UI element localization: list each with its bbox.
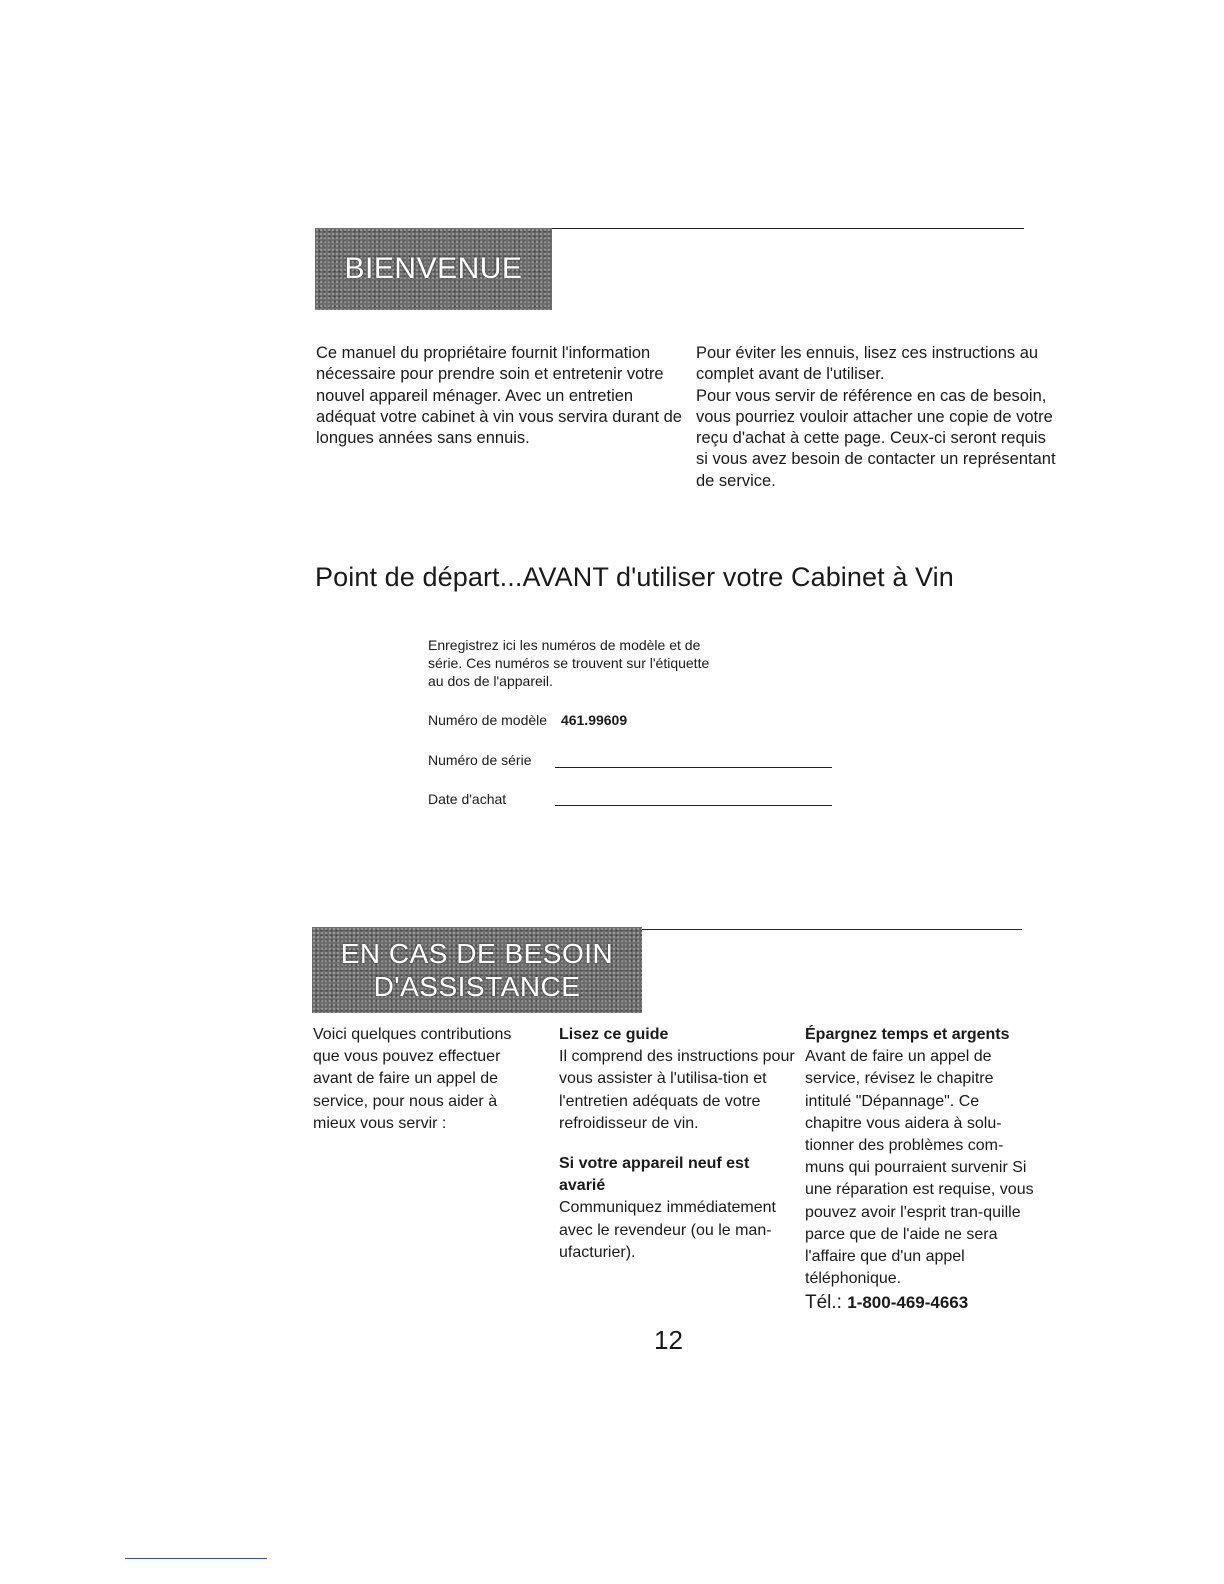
- welcome-right-text-1: Pour éviter les ennuis, lisez ces instructions au complet avant de l'utiliser.: [696, 344, 1039, 384]
- assistance-intro-column: [313, 1024, 533, 1135]
- model-number-value: 461.99609: [560, 712, 628, 728]
- welcome-banner: [315, 228, 552, 310]
- page-number: 12: [654, 1325, 683, 1355]
- save-text: Avant de faire un appel de service, révisez le chapitre intitulé "Dépannage". Ce chapitre vous aidera à solu-tionner des problèmes com-muns qui pourraient survenir Si une réparation est requise, vous pouvez avoir l'esprit tran-quille parce que de l'aide ne sera l'affaire que d'un appel téléphonique.: [805, 1048, 1034, 1288]
- model-number-label: Numéro de modèle: [428, 712, 548, 728]
- welcome-left-paragraph: [316, 343, 684, 449]
- phone-label: Tél.:: [805, 1292, 842, 1314]
- welcome-banner-text: BIENVENUE: [344, 252, 523, 285]
- guide-text: Il comprend des instructions pour vous assister à l'utilisa-tion et l'entretien adéquats de votre refroidisseur de vin.: [559, 1048, 795, 1132]
- model-number-row: [428, 712, 848, 728]
- start-instruction: Enregistrez ici les numéros de modèle et de série. Ces numéros se trouvent sur l'étiquette au dos de l'appareil.: [428, 637, 710, 689]
- assistance-guide-column: [559, 1024, 795, 1264]
- serial-number-label: Numéro de série: [428, 752, 532, 768]
- phone-number[interactable]: 1-800-469-4663: [847, 1293, 969, 1313]
- start-heading: Point de départ...AVANT d'utiliser votre Cabinet à Vin: [315, 562, 954, 592]
- welcome-rule: [552, 228, 1024, 229]
- assistance-banner: [312, 927, 642, 1013]
- guide-title: Lisez ce guide: [559, 1026, 669, 1043]
- assistance-intro: Voici quelques contributions que vous pouvez effectuer avant de faire un appel de service, pour nous aider à mieux vous servir :: [313, 1026, 512, 1132]
- welcome-right-paragraph: [696, 343, 1056, 492]
- assistance-banner-line-1: EN CAS DE BESOIN: [340, 938, 614, 969]
- purchase-date-label: Date d'achat: [428, 791, 507, 807]
- assistance-save-column: [805, 1024, 1040, 1316]
- save-title: Épargnez temps et argents: [805, 1026, 1010, 1043]
- assistance-banner-line-2: D'ASSISTANCE: [373, 971, 581, 1002]
- assistance-rule: [642, 929, 1022, 930]
- purchase-date-line[interactable]: [555, 805, 832, 806]
- footer-rule: [125, 1558, 267, 1559]
- welcome-left-text: Ce manuel du propriétaire fournit l'information nécessaire pour prendre soin et entretenir votre nouvel appareil ménager. Avec un entretien adéquat votre cabinet à vin vous servira durant de longues années sans ennuis.: [316, 344, 682, 448]
- phone-row: [805, 1290, 1040, 1316]
- serial-number-line[interactable]: [555, 767, 832, 768]
- damaged-text: Communiquez immédiatement avec le revendeur (ou le man-ufacturier).: [559, 1199, 776, 1261]
- damaged-title: Si votre appareil neuf est avarié: [559, 1155, 750, 1195]
- welcome-right-text-2: Pour vous servir de référence en cas de besoin, vous pourriez vouloir attacher une copie de votre reçu d'achat à cette page. Ceux-ci seront requis si vous avez besoin de contacter un représentant de service.: [696, 386, 1056, 490]
